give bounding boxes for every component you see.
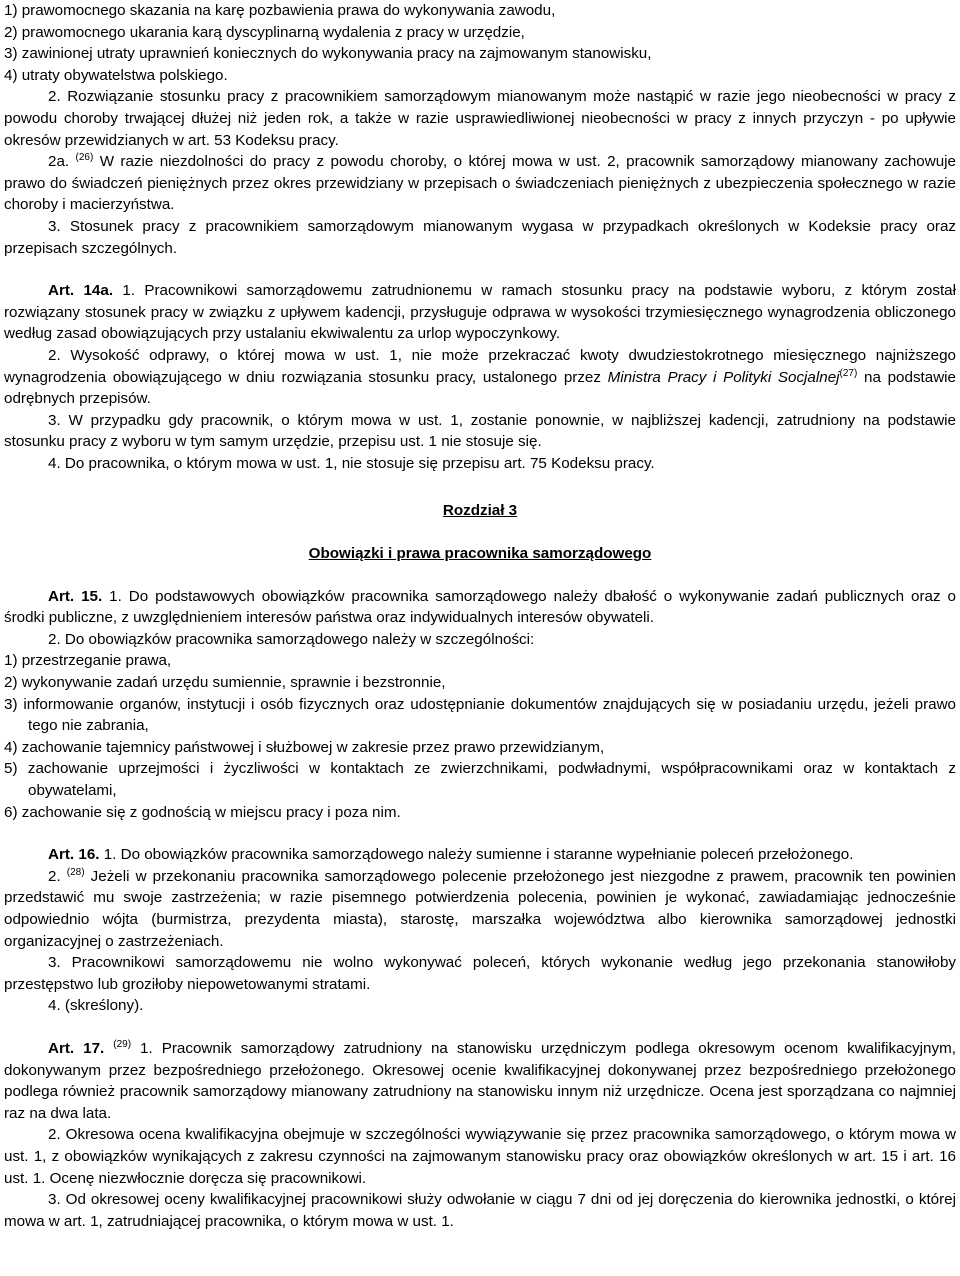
paragraph: 3. Pracownikowi samorządowemu nie wolno wykonywać poleceń, których wykonanie według jego przekonania stanowiłoby przestępstwo lub groziłoby niepowetowanymi stratami.	[4, 954, 956, 993]
list-item: 5) zachowanie uprzejmości i życzliwości w kontaktach ze zwierzchnikami, podwładnymi, współpracownikami oraz w kontaktach z obywatelami,	[4, 760, 956, 799]
paragraph: 3. Stosunek pracy z pracownikiem samorządowym mianowanym wygasa w przypadkach określonych w Kodeksie pracy oraz przepisach szczególnych.	[4, 217, 956, 257]
list-item: 1) przestrzeganie prawa,	[4, 652, 172, 670]
list-item: 1) prawomocnego skazania na karę pozbawienia prawa do wykonywania zawodu,	[4, 2, 556, 19]
chapter-title: Obowiązki i prawa pracownika samorządowego	[308, 545, 652, 563]
paragraph-text: 1. Pracownik samorządowy zatrudniony na stanowisku urzędniczym podlega okresowym ocenom kwalifikacyjnym, dokonywanym przez bezpośredniego przełożonego. Okresowej ocenie kwalifikacyjnej dokonywanej przez bezpośredniego przełożonego podlega również pracownik samorządowy mianowany zatrudniony na stanowisku innym niż urzędnicze. Ocena jest sporządzana co najmniej raz na dwa lata.	[4, 1039, 956, 1122]
paragraph-text: 1. Do obowiązków pracownika samorządowego należy sumienne i staranne wypełnianie poleceń przełożonego.	[99, 846, 854, 864]
paragraph-text: Jeżeli w przekonaniu pracownika samorządowego polecenie przełożonego jest niezgodne z prawem, pracownik ten powinien przedstawić mu swoje zastrzeżenia; w razie pisemnego potwierdzenia polecenia, powinien je wykonać, zawiadamiając jednocześnie odpowiednio wójta (burmistrza, prezydenta miasta), starostę, marszałka województwa albo kierownika samorządowej jednostki organizacyjnej o zastrzeżeniach.	[4, 867, 956, 950]
paragraph: 4. Do pracownika, o którym mowa w ust. 1, nie stosuje się przepisu art. 75 Kodeksu pracy.	[48, 454, 655, 472]
article-label: Art. 14a.	[48, 282, 114, 300]
list-item: 4) utraty obywatelstwa polskiego.	[4, 66, 228, 84]
paragraph: 4. (skreślony).	[48, 997, 144, 1015]
paragraph: 3. W przypadku gdy pracownik, o którym mowa w ust. 1, zostanie ponownie, w najbliższej kadencji, zatrudniony na podstawie stosunku pracy z wyboru w tym samym urzędzie, przepisu ust. 1 nie stosuje się.	[4, 411, 956, 451]
paragraph	[4, 151, 956, 216]
paragraph: 2. Do obowiązków pracownika samorządowego należy w szczególności:	[48, 630, 535, 648]
paragraph-number: 2a.	[48, 153, 70, 171]
list-item: 3) zawinionej utraty uprawnień koniecznych do wykonywania pracy na zajmowanym stanowisku,	[4, 45, 652, 63]
duties-list	[4, 650, 956, 823]
footnote-ref: (28)	[66, 866, 85, 878]
paragraph: 2. Rozwiązanie stosunku pracy z pracownikiem samorządowym mianowanym może nastąpić w razie jego nieobecności w pracy z powodu choroby trwającej dłużej niż jeden rok, a także w razie usprawiedliwionej nieobecności w pracy z innych przyczyn - po upływie okresów przewidzianych w art. 53 Kodeksu pracy.	[4, 88, 956, 149]
paragraph-text: 2. Wysokość odprawy, o której mowa w ust. 1, nie może przekraczać kwoty dwudziestokrotnego miesięcznego najniższego wynagrodzenia obowiązującego w dniu rozwiązania stosunku pracy, ustalonego przez	[4, 346, 956, 386]
paragraph: 3. Od okresowej oceny kwalifikacyjnej pracownikowi służy odwołanie w ciągu 7 dni od jej doręczenia do kierownika jednostki, o której mowa w art. 1, zatrudniającej pracownika, o którym mowa w ust. 1.	[4, 1191, 956, 1230]
list-item: 6) zachowanie się z godnością w miejscu pracy i poza nim.	[4, 803, 401, 821]
list-item: 2) wykonywanie zadań urzędu sumiennie, sprawnie i bezstronnie,	[4, 674, 446, 692]
paragraph: 2. Okresowa ocena kwalifikacyjna obejmuje w szczególności wywiązywanie się przez pracownika samorządowego, o którym mowa w ust. 1, z obowiązków wynikających z zakresu czynności na zajmowanym stanowisku pracy oraz obowiązków określonych w art. 15 i art. 16 ust. 1. Ocenę niezwłocznie doręcza się pracownikowi.	[4, 1126, 956, 1187]
article-label: Art. 17.	[48, 1039, 105, 1057]
minister-name: Ministra Pracy i Polityki Socjalnej	[607, 368, 840, 386]
dismissal-grounds-list	[4, 0, 956, 86]
paragraph-text: 1. Do podstawowych obowiązków pracownika samorządowego należy dbałość o wykonywanie zadań publicznych oraz o środki publiczne, z uwzględnieniem interesów państwa oraz indywidualnych interesów obywateli.	[4, 587, 956, 627]
article-16	[4, 844, 956, 866]
paragraph	[4, 866, 956, 952]
article-label: Art. 15.	[48, 587, 103, 605]
article-15	[4, 586, 956, 629]
article-14a	[4, 280, 956, 345]
paragraph	[4, 345, 956, 410]
footnote-ref: (26)	[75, 152, 94, 164]
footnote-ref: (29)	[113, 1038, 132, 1050]
chapter-heading: Rozdział 3	[442, 502, 518, 520]
footnote-ref: (27)	[839, 367, 858, 379]
paragraph-text: 1. Pracownikowi samorządowemu zatrudnionemu w ramach stosunku pracy na podstawie wyboru, z którym został rozwiązany stosunek pracy w związku z upływem kadencji, przysługuje odprawa w wysokości trzymiesięcznego wynagrodzenia obliczonego według zasad obowiązujących przy ustalaniu ekwiwalentu za urlop wypoczynkowy.	[4, 282, 956, 343]
paragraph-number: 2.	[48, 867, 61, 885]
list-item: 2) prawomocnego ukarania karą dyscyplinarną wydalenia z pracy w urzędzie,	[4, 23, 525, 41]
list-item: 4) zachowanie tajemnicy państwowej i służbowej w zakresie przez prawo przewidzianym,	[4, 738, 605, 756]
article-label: Art. 16.	[48, 846, 100, 864]
list-item: 3) informowanie organów, instytucji i osób fizycznych oraz udostępnianie dokumentów znajdujących się w posiadaniu urzędu, jeżeli prawo tego nie zabrania,	[4, 695, 956, 735]
article-17	[4, 1038, 956, 1124]
paragraph-text: na podstawie odrębnych przepisów.	[4, 368, 956, 408]
paragraph-text: W razie niezdolności do pracy z powodu choroby, o której mowa w ust. 2, pracownik samorządowy mianowany zachowuje prawo do świadczeń pieniężnych przez okres przewidziany w przepisach o świadczeniach pieniężnych z ubezpieczenia społecznego w razie choroby i macierzyństwa.	[4, 153, 956, 214]
